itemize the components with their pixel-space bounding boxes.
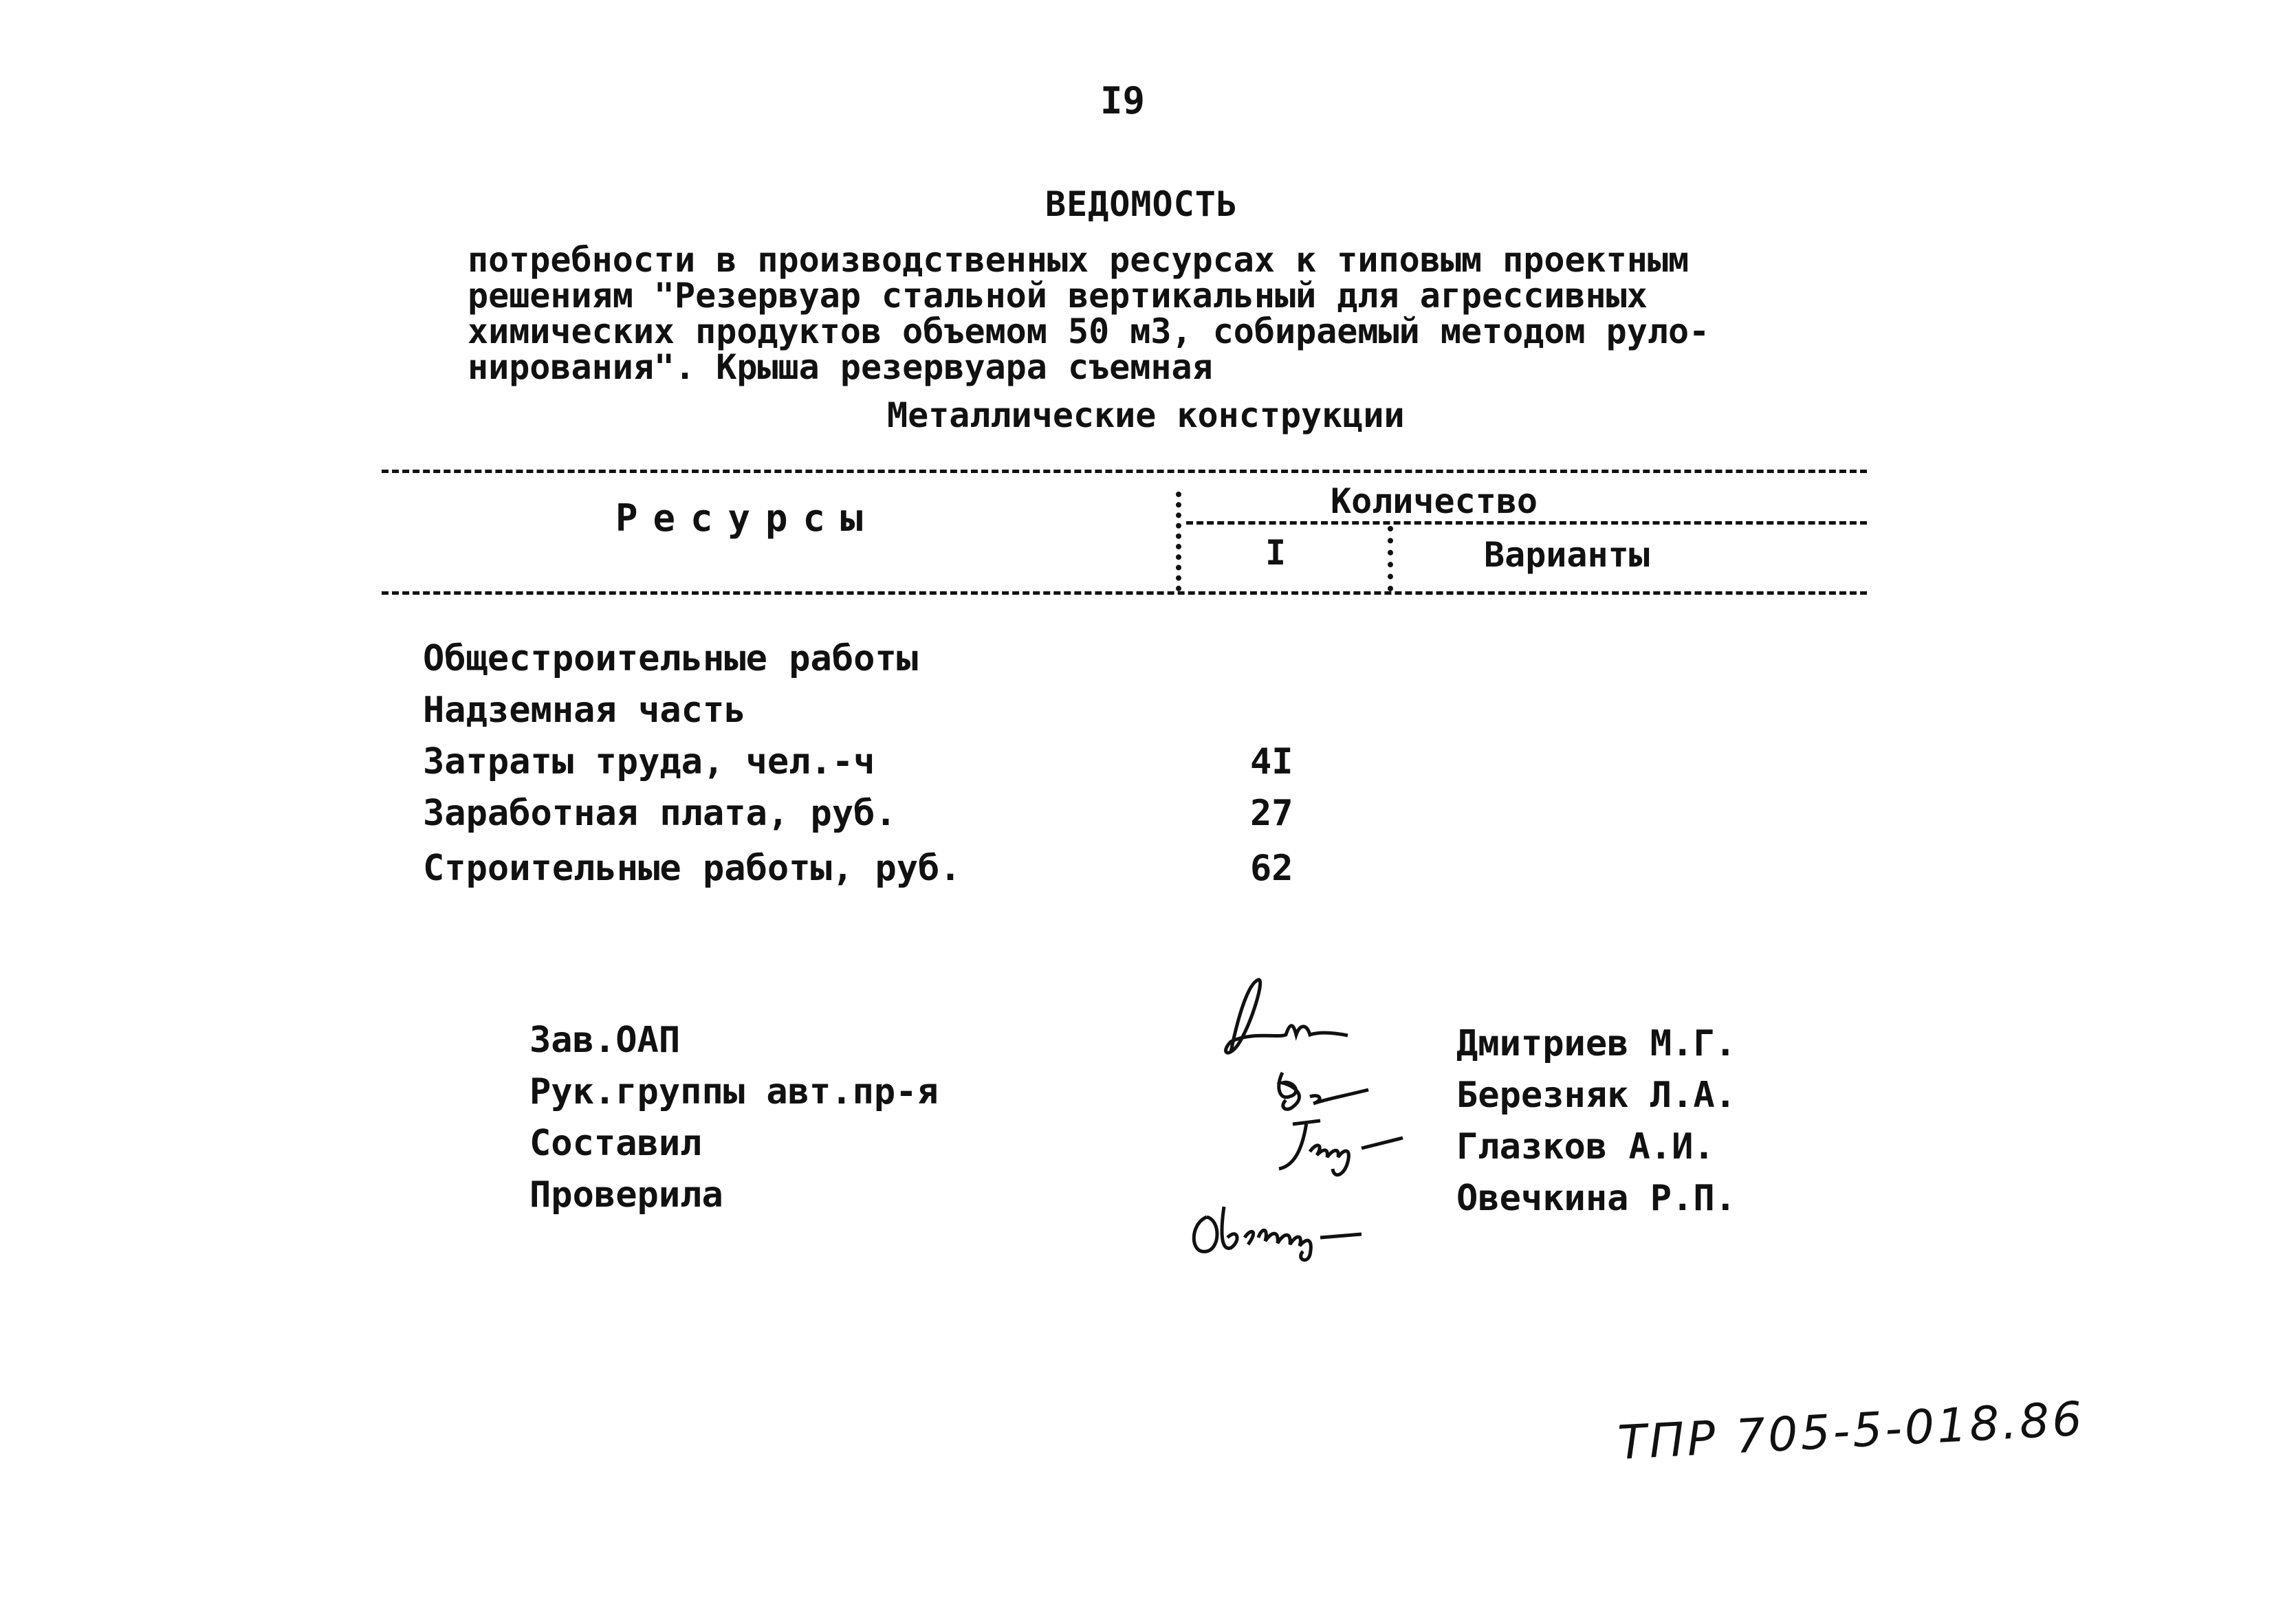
document-reference: ТПР 705-5-018.86 bbox=[1616, 1392, 2086, 1471]
quantity-rule bbox=[1186, 521, 1867, 525]
table-row-label: Затраты труда, чел.-ч bbox=[423, 741, 875, 782]
intro-line: химических продуктов объемом 50 м3, собираемый методом руло- bbox=[468, 311, 1710, 351]
table-divider-variants bbox=[1388, 526, 1393, 591]
signature-ovechkina bbox=[1183, 1189, 1403, 1265]
signatory-name: Глазков А.И. bbox=[1456, 1126, 1715, 1167]
signatory-role: Рук.группы авт.пр-я bbox=[529, 1071, 939, 1112]
table-row-value: 27 bbox=[1250, 793, 1293, 834]
table-row-label: Заработная плата, руб. bbox=[423, 793, 897, 834]
document-title: ВЕДОМОСТЬ bbox=[1045, 184, 1238, 224]
table-row-label: Общестроительные работы bbox=[423, 638, 919, 679]
table-header-bottom-rule bbox=[382, 591, 1867, 595]
signatory-name: Березняк Л.А. bbox=[1456, 1075, 1736, 1116]
signature-glazkov bbox=[1251, 1110, 1417, 1186]
section-title: Металлические конструкции bbox=[887, 395, 1405, 435]
page-number: I9 bbox=[1100, 79, 1146, 122]
signatory-role: Составил bbox=[529, 1123, 702, 1164]
table-row-label: Надземная часть bbox=[423, 690, 746, 731]
column-header-variant-1: I bbox=[1265, 533, 1287, 573]
column-header-resources: Ресурсы bbox=[615, 496, 878, 540]
table-row-value: 4I bbox=[1250, 741, 1293, 782]
intro-line: решениям "Резервуар стальной вертикальный для агрессивных bbox=[468, 276, 1648, 316]
column-header-quantity: Количество bbox=[1331, 481, 1538, 521]
intro-line: потребности в производственных ресурсах к типовым проектным bbox=[468, 240, 1690, 280]
table-row-value: 62 bbox=[1250, 848, 1293, 889]
signatory-role: Проверила bbox=[529, 1174, 723, 1216]
signatory-name: Овечкина Р.П. bbox=[1456, 1178, 1736, 1219]
signatory-role: Зав.ОАП bbox=[529, 1020, 681, 1061]
intro-line: нирования". Крыша резервуара съемная bbox=[468, 347, 1213, 387]
table-divider-resources bbox=[1176, 492, 1181, 591]
signatory-name: Дмитриев М.Г. bbox=[1456, 1023, 1736, 1064]
table-top-rule bbox=[382, 470, 1867, 473]
column-header-variants: Варианты bbox=[1484, 535, 1650, 575]
signature-dmitriev bbox=[1210, 969, 1362, 1066]
intro-paragraph bbox=[468, 242, 1709, 385]
table-row-label: Строительные работы, руб. bbox=[423, 848, 961, 889]
